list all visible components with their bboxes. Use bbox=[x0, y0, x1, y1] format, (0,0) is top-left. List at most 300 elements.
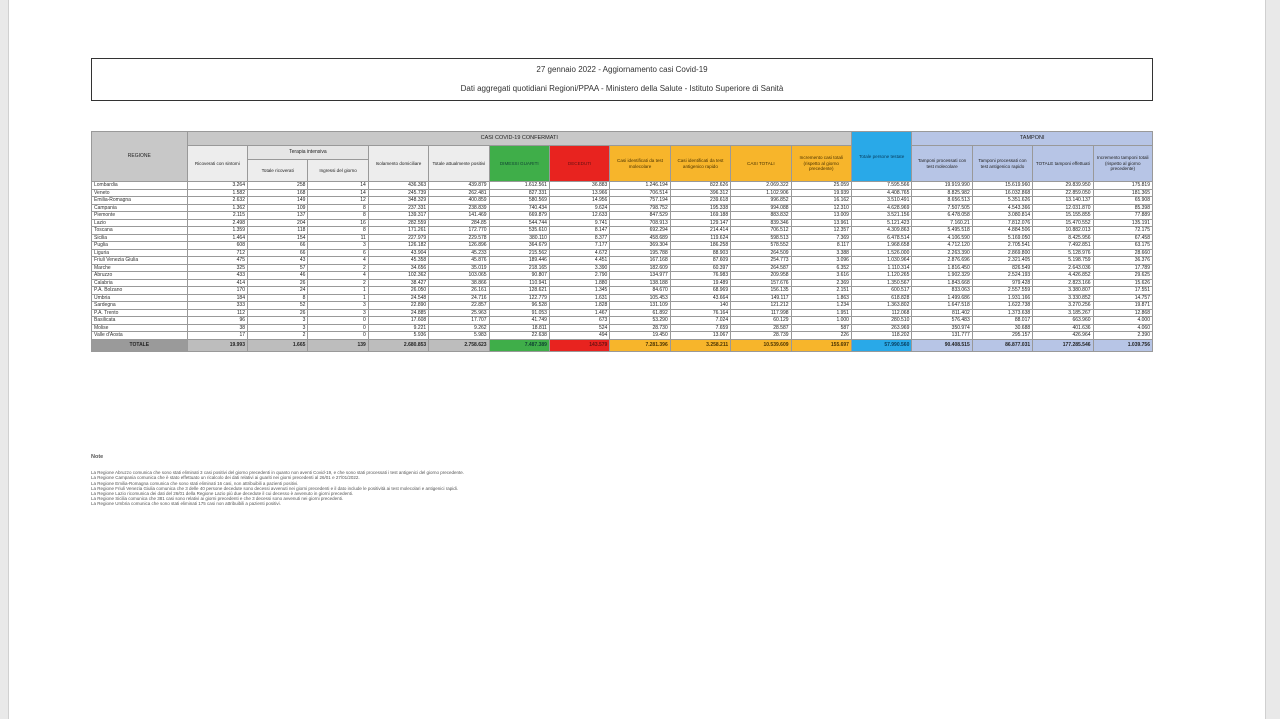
notes-title: Note bbox=[91, 454, 104, 460]
cell-value: 182.609 bbox=[610, 264, 670, 272]
cell-value: 3.264 bbox=[187, 182, 247, 190]
cell-value: 578.552 bbox=[731, 242, 791, 250]
cell-value: 706.512 bbox=[731, 227, 791, 235]
cell-value: 38.427 bbox=[368, 279, 428, 287]
cell-value: 16 bbox=[308, 219, 368, 227]
col-attualmente-positivi: Totale attualmente positivi bbox=[429, 146, 489, 182]
cell-value: 2.369 bbox=[791, 279, 851, 287]
cell-value: 706.514 bbox=[610, 189, 670, 197]
cell-value: 140 bbox=[670, 302, 730, 310]
report-subtitle: Dati aggregati quotidiani Regioni/PPAA - Ministero della Salute - Istituto Superiore di Sanità bbox=[460, 84, 784, 93]
cell-value: 3.390 bbox=[549, 264, 609, 272]
cell-value: 65.908 bbox=[1093, 197, 1152, 205]
cell-value: 53.290 bbox=[610, 317, 670, 325]
cell-value: 2 bbox=[248, 332, 308, 340]
cell-value: 22.859.050 bbox=[1033, 189, 1093, 197]
cell-value: 86.877.031 bbox=[972, 339, 1032, 351]
col-ingressi-giorno: Ingressi del giorno bbox=[308, 160, 368, 182]
cell-value: 1.359 bbox=[187, 227, 247, 235]
cell-value: 3.510.491 bbox=[851, 197, 911, 205]
cell-value: 24.716 bbox=[429, 294, 489, 302]
cell-value: 12.633 bbox=[549, 212, 609, 220]
cell-value: 3.616 bbox=[791, 272, 851, 280]
cell-value: 1.234 bbox=[791, 302, 851, 310]
table-row bbox=[92, 272, 1153, 280]
cell-regione: Valle d'Aosta bbox=[92, 332, 188, 340]
cell-value: 1 bbox=[308, 287, 368, 295]
cell-value: 284.85 bbox=[429, 219, 489, 227]
cell-value: 109 bbox=[248, 204, 308, 212]
cell-value: 847.529 bbox=[610, 212, 670, 220]
cell-value: 67.458 bbox=[1093, 234, 1152, 242]
cell-value: 218.165 bbox=[489, 264, 549, 272]
cell-value: 6.352 bbox=[791, 264, 851, 272]
cell-value: 96 bbox=[187, 317, 247, 325]
cell-value: 112.068 bbox=[851, 309, 911, 317]
cell-value: 396.312 bbox=[670, 189, 730, 197]
cell-value: 1.467 bbox=[549, 309, 609, 317]
note-line: La Regione Sicilia comunica che 381 casi sono relativi ai giorni precedenti e che 3 decessi sono avvenuti nei giorni precedenti. bbox=[91, 496, 344, 502]
table-row bbox=[92, 317, 1153, 325]
cell-value: 4.672 bbox=[549, 249, 609, 257]
cell-value: 110.941 bbox=[489, 279, 549, 287]
table-body bbox=[92, 182, 1153, 352]
cell-value: 134.977 bbox=[610, 272, 670, 280]
cell-regione: Puglia bbox=[92, 242, 188, 250]
cell-value: 8.656.513 bbox=[912, 197, 972, 205]
cell-value: 43.904 bbox=[368, 249, 428, 257]
cell-value: 9.741 bbox=[549, 219, 609, 227]
cell-value: 96.528 bbox=[489, 302, 549, 310]
cell-value: 6 bbox=[308, 249, 368, 257]
cell-value: 5.198.759 bbox=[1033, 257, 1093, 265]
cell-value: 28.739 bbox=[731, 332, 791, 340]
cell-value: 28.587 bbox=[731, 324, 791, 332]
cell-value: 608 bbox=[187, 242, 247, 250]
cell-value: 88.017 bbox=[972, 317, 1032, 325]
cell-value: 66 bbox=[248, 242, 308, 250]
cell-value: 13.966 bbox=[549, 189, 609, 197]
cell-value: 10.882.013 bbox=[1033, 227, 1093, 235]
cell-value: 126.896 bbox=[429, 242, 489, 250]
cell-value: 811.402 bbox=[912, 309, 972, 317]
cell-value: 1.030.964 bbox=[851, 257, 911, 265]
col-incremento-casi: Incremento casi totali (rispetto al giorno precedente) bbox=[791, 146, 851, 182]
table-row bbox=[92, 309, 1153, 317]
cell-value: 1.863 bbox=[791, 294, 851, 302]
cell-value: 8.117 bbox=[791, 242, 851, 250]
cell-value: 1.622.738 bbox=[972, 302, 1032, 310]
cell-value: 15.626 bbox=[1093, 279, 1152, 287]
cell-value: 17.789 bbox=[1093, 264, 1152, 272]
cell-value: 994.088 bbox=[731, 204, 791, 212]
cell-value: 4 bbox=[308, 272, 368, 280]
cell-value: 439.879 bbox=[429, 182, 489, 190]
cell-value: 5.351.626 bbox=[972, 197, 1032, 205]
cell-value: 118.202 bbox=[851, 332, 911, 340]
cell-value: 91.053 bbox=[489, 309, 549, 317]
cell-value: 996.852 bbox=[731, 197, 791, 205]
cell-value: 13.009 bbox=[791, 212, 851, 220]
cell-value: 43.664 bbox=[670, 294, 730, 302]
cell-value: 15.155.855 bbox=[1033, 212, 1093, 220]
cell-value: 90.408.515 bbox=[912, 339, 972, 351]
cell-value: 580.569 bbox=[489, 197, 549, 205]
cell-value: 149 bbox=[248, 197, 308, 205]
cell-value: 122.779 bbox=[489, 294, 549, 302]
cell-value: 436.363 bbox=[368, 182, 428, 190]
cell-value: 4.309.863 bbox=[851, 227, 911, 235]
cell-value: 14.956 bbox=[549, 197, 609, 205]
cell-value: 68.969 bbox=[670, 287, 730, 295]
cell-value: 135.191 bbox=[1093, 219, 1152, 227]
cell-value: 175.819 bbox=[1093, 182, 1152, 190]
cell-value: 369.304 bbox=[610, 242, 670, 250]
cell-value: 2 bbox=[308, 264, 368, 272]
cell-value: 4.712.120 bbox=[912, 242, 972, 250]
cell-value: 4.060 bbox=[1093, 324, 1152, 332]
table-row bbox=[92, 204, 1153, 212]
cell-value: 26.050 bbox=[368, 287, 428, 295]
table-row bbox=[92, 287, 1153, 295]
cell-regione: Toscana bbox=[92, 227, 188, 235]
cell-value: 1.931.166 bbox=[972, 294, 1032, 302]
cell-value: 822.626 bbox=[670, 182, 730, 190]
cell-value: 8 bbox=[308, 227, 368, 235]
cell-value: 712 bbox=[187, 249, 247, 257]
cell-value: 7.492.851 bbox=[1033, 242, 1093, 250]
cell-value: 141.469 bbox=[429, 212, 489, 220]
cell-value: 7.281.396 bbox=[610, 339, 670, 351]
cell-value: 669.879 bbox=[489, 212, 549, 220]
cell-value: 19.450 bbox=[610, 332, 670, 340]
note-line: La Regione Friuli Venezia Giulia comunica che 3 delle 40 persone decedute sono decessi avvenuti nei giorni precedenti e il dato include le positività ai test molecolari e antigenici rapidi. bbox=[91, 485, 458, 491]
cell-value: 4.628.969 bbox=[851, 204, 911, 212]
cell-value: 2.321.405 bbox=[972, 257, 1032, 265]
report-title-box bbox=[91, 58, 1153, 101]
cell-value: 1.647.518 bbox=[912, 302, 972, 310]
cell-value: 1.828 bbox=[549, 302, 609, 310]
cell-value: 22.857 bbox=[429, 302, 489, 310]
cell-value: 258 bbox=[248, 182, 308, 190]
report-title: 27 gennaio 2022 - Aggiornamento casi Covid-19 bbox=[536, 65, 708, 74]
cell-value: 3.185.267 bbox=[1033, 309, 1093, 317]
cell-value: 2.557.559 bbox=[972, 287, 1032, 295]
cell-value: 45.358 bbox=[368, 257, 428, 265]
cell-value: 10.539.609 bbox=[731, 339, 791, 351]
col-regione: REGIONE bbox=[92, 132, 188, 182]
table-row bbox=[92, 242, 1153, 250]
cell-value: 3.080.814 bbox=[972, 212, 1032, 220]
cell-value: 13.140.137 bbox=[1033, 197, 1093, 205]
cell-value: 7.160.21 bbox=[912, 219, 972, 227]
cell-value: 184 bbox=[187, 294, 247, 302]
cell-value: 1.612.561 bbox=[489, 182, 549, 190]
cell-value: 34.656 bbox=[368, 264, 428, 272]
cell-value: 66 bbox=[248, 249, 308, 257]
cell-value: 6.478.058 bbox=[912, 212, 972, 220]
cell-value: 3.270.256 bbox=[1033, 302, 1093, 310]
cell-regione: Campania bbox=[92, 204, 188, 212]
cell-value: 4.106.590 bbox=[912, 234, 972, 242]
col-deceduti: DECEDUTI bbox=[549, 146, 609, 182]
cell-value: 14 bbox=[308, 182, 368, 190]
cell-value: 0 bbox=[308, 332, 368, 340]
cell-value: 16.032.868 bbox=[972, 189, 1032, 197]
cell-value: 157.676 bbox=[731, 279, 791, 287]
cell-value: 14.757 bbox=[1093, 294, 1152, 302]
cell-value: 26 bbox=[248, 309, 308, 317]
cell-value: 663.960 bbox=[1033, 317, 1093, 325]
cell-value: 8.825.982 bbox=[912, 189, 972, 197]
cell-value: 2.263.390 bbox=[912, 249, 972, 257]
cell-value: 826.549 bbox=[972, 264, 1032, 272]
table-row bbox=[92, 227, 1153, 235]
cell-value: 8 bbox=[308, 212, 368, 220]
cell-value: 36.376 bbox=[1093, 257, 1152, 265]
cell-value: 7.177 bbox=[549, 242, 609, 250]
cell-value: 18.811 bbox=[489, 324, 549, 332]
cell-value: 22.638 bbox=[489, 332, 549, 340]
cell-value: 60.129 bbox=[731, 317, 791, 325]
cell-value: 6.478.514 bbox=[851, 234, 911, 242]
cell-regione: Lazio bbox=[92, 219, 188, 227]
cell-value: 8 bbox=[308, 204, 368, 212]
table-row bbox=[92, 212, 1153, 220]
cell-value: 12.310 bbox=[791, 204, 851, 212]
cell-value: 29.625 bbox=[1093, 272, 1152, 280]
cell-value: 3 bbox=[248, 324, 308, 332]
cell-regione: Molise bbox=[92, 324, 188, 332]
cell-value: 5.983 bbox=[429, 332, 489, 340]
cell-value: 333 bbox=[187, 302, 247, 310]
cell-value: 14 bbox=[308, 189, 368, 197]
col-tamponi-antigenico: Tamponi processati con test antigenico rapido bbox=[972, 146, 1032, 182]
cell-value: 15.470.552 bbox=[1033, 219, 1093, 227]
cell-value: 19.919.990 bbox=[912, 182, 972, 190]
cell-value: 61.892 bbox=[610, 309, 670, 317]
cell-value: 295.157 bbox=[972, 332, 1032, 340]
table-row bbox=[92, 279, 1153, 287]
table-row bbox=[92, 234, 1153, 242]
cell-value: 2.115 bbox=[187, 212, 247, 220]
cell-value: 45.876 bbox=[429, 257, 489, 265]
cell-value: 3.388 bbox=[791, 249, 851, 257]
cell-value: 245.739 bbox=[368, 189, 428, 197]
cell-value: 19.939 bbox=[791, 189, 851, 197]
notes-list bbox=[91, 470, 1153, 506]
cell-value: 1.120.265 bbox=[851, 272, 911, 280]
cell-value: 154 bbox=[248, 234, 308, 242]
cell-value: 2.680.853 bbox=[368, 339, 428, 351]
cell-value: 3.521.156 bbox=[851, 212, 911, 220]
cell-value: 494 bbox=[549, 332, 609, 340]
cell-value: 26.161 bbox=[429, 287, 489, 295]
cell-value: 4.451 bbox=[549, 257, 609, 265]
cell-value: 24 bbox=[248, 287, 308, 295]
cell-value: 129.147 bbox=[670, 219, 730, 227]
cell-value: 2.823.166 bbox=[1033, 279, 1093, 287]
cell-value: 12 bbox=[308, 197, 368, 205]
cell-value: 177.285.546 bbox=[1033, 339, 1093, 351]
cell-value: 5.936 bbox=[368, 332, 428, 340]
cell-regione: P.A. Bolzano bbox=[92, 287, 188, 295]
cell-value: 1.816.450 bbox=[912, 264, 972, 272]
cell-value: 119.624 bbox=[670, 234, 730, 242]
note-line: La Regione Campania comunica che è stato effettuato un ricalcolo dei dati relativi ai guariti nei giorni precedenti al 26/01 e 27/01/2022. bbox=[91, 475, 360, 481]
cell-value: 1.582 bbox=[187, 189, 247, 197]
cell-value: 262.481 bbox=[429, 189, 489, 197]
cell-regione: Calabria bbox=[92, 279, 188, 287]
cell-regione: Piemonte bbox=[92, 212, 188, 220]
cell-value: 1.665 bbox=[248, 339, 308, 351]
cell-value: 1 bbox=[308, 294, 368, 302]
cell-value: 3 bbox=[308, 309, 368, 317]
cell-value: 7.507.505 bbox=[912, 204, 972, 212]
cell-value: 7.812.076 bbox=[972, 219, 1032, 227]
cell-regione: P.A. Trento bbox=[92, 309, 188, 317]
cell-value: 84.670 bbox=[610, 287, 670, 295]
cell-regione: Basilicata bbox=[92, 317, 188, 325]
cell-value: 282.559 bbox=[368, 219, 428, 227]
cell-value: 171.261 bbox=[368, 227, 428, 235]
cell-value: 2.632 bbox=[187, 197, 247, 205]
cell-value: 239.618 bbox=[670, 197, 730, 205]
cell-value: 204 bbox=[248, 219, 308, 227]
cell-value: 35.019 bbox=[429, 264, 489, 272]
cell-value: 264.587 bbox=[731, 264, 791, 272]
cell-value: 57.990.560 bbox=[851, 339, 911, 351]
cell-value: 1.102.906 bbox=[731, 189, 791, 197]
cell-value: 8.147 bbox=[549, 227, 609, 235]
cell-regione: Abruzzo bbox=[92, 272, 188, 280]
table-row bbox=[92, 219, 1153, 227]
cell-value: 103.065 bbox=[429, 272, 489, 280]
cell-value: 16.162 bbox=[791, 197, 851, 205]
note-line: La Regione Emilia-Romagna comunica che sono stati eliminati 16 casi, non attribuibili a pazienti positivi. bbox=[91, 480, 299, 486]
cell-value: 72.175 bbox=[1093, 227, 1152, 235]
cell-value: 3.096 bbox=[791, 257, 851, 265]
cell-value: 2.498 bbox=[187, 219, 247, 227]
cell-value: 2.151 bbox=[791, 287, 851, 295]
cell-value: 757.194 bbox=[610, 197, 670, 205]
cell-value: 26 bbox=[248, 279, 308, 287]
cell-value: 168 bbox=[248, 189, 308, 197]
cell-value: 5.495.518 bbox=[912, 227, 972, 235]
cell-value: 139 bbox=[308, 339, 368, 351]
table-row bbox=[92, 182, 1153, 190]
col-incremento-tamponi: Incremento tamponi totali (rispetto al giorno precedente) bbox=[1093, 146, 1152, 182]
cell-value: 827.331 bbox=[489, 189, 549, 197]
group-ti-header: Terapia intensiva bbox=[248, 146, 369, 160]
cell-value: 7.369 bbox=[791, 234, 851, 242]
cell-value: 1.951 bbox=[791, 309, 851, 317]
cell-value: 28.730 bbox=[610, 324, 670, 332]
cell-value: 264.509 bbox=[731, 249, 791, 257]
cell-value: 673 bbox=[549, 317, 609, 325]
col-casi-totali: CASI TOTALI bbox=[731, 146, 791, 182]
cell-regione: Friuli Venezia Giulia bbox=[92, 257, 188, 265]
cell-value: 4.884.506 bbox=[972, 227, 1032, 235]
document-page bbox=[8, 0, 1266, 719]
cell-value: 8 bbox=[248, 294, 308, 302]
cell-value: 618.828 bbox=[851, 294, 911, 302]
cell-value: 121.212 bbox=[731, 302, 791, 310]
cell-value: 17.608 bbox=[368, 317, 428, 325]
cell-value: 11 bbox=[308, 234, 368, 242]
cell-value: 63.175 bbox=[1093, 242, 1152, 250]
cell-value: 143.579 bbox=[549, 339, 609, 351]
table-row bbox=[92, 302, 1153, 310]
cell-regione: Emilia-Romagna bbox=[92, 197, 188, 205]
cell-value: 2.869.800 bbox=[972, 249, 1032, 257]
cell-value: 128.621 bbox=[489, 287, 549, 295]
cell-value: 118 bbox=[248, 227, 308, 235]
col-totale-ricoverati: Totale ricoverati bbox=[248, 160, 308, 182]
cell-value: 3.380.807 bbox=[1033, 287, 1093, 295]
cell-value: 238.839 bbox=[429, 204, 489, 212]
cell-value: 189.446 bbox=[489, 257, 549, 265]
cell-value: 52 bbox=[248, 302, 308, 310]
cell-value: 1.362 bbox=[187, 204, 247, 212]
cell-value: 535.610 bbox=[489, 227, 549, 235]
cell-value: 9.262 bbox=[429, 324, 489, 332]
cell-value: 979.428 bbox=[972, 279, 1032, 287]
col-isolamento: Isolamento domiciliare bbox=[368, 146, 428, 182]
cell-value: 17.707 bbox=[429, 317, 489, 325]
cell-value: 19.871 bbox=[1093, 302, 1152, 310]
cell-value: 1.110.314 bbox=[851, 264, 911, 272]
cell-value: 9.624 bbox=[549, 204, 609, 212]
cell-value: 87.609 bbox=[670, 257, 730, 265]
table-row bbox=[92, 264, 1153, 272]
cell-value: 36.883 bbox=[549, 182, 609, 190]
cell-value: 4.408.765 bbox=[851, 189, 911, 197]
cell-value: 57 bbox=[248, 264, 308, 272]
cell-value: 24.885 bbox=[368, 309, 428, 317]
cell-value: 88.903 bbox=[670, 249, 730, 257]
cell-value: 41.749 bbox=[489, 317, 549, 325]
cell-regione: Sardegna bbox=[92, 302, 188, 310]
cell-value: 400.859 bbox=[429, 197, 489, 205]
cell-value: 1.499.686 bbox=[912, 294, 972, 302]
cell-value: 131.109 bbox=[610, 302, 670, 310]
cell-value: 0 bbox=[308, 317, 368, 325]
cell-value: 1.968.658 bbox=[851, 242, 911, 250]
cell-value: 1.631 bbox=[549, 294, 609, 302]
cell-value: 587 bbox=[791, 324, 851, 332]
cell-value: 90.807 bbox=[489, 272, 549, 280]
cell-value: 43 bbox=[248, 257, 308, 265]
cell-value: 458.689 bbox=[610, 234, 670, 242]
cell-value: 5.169.050 bbox=[972, 234, 1032, 242]
cell-value: 38 bbox=[187, 324, 247, 332]
cell-value: 1.843.668 bbox=[912, 279, 972, 287]
cell-value: 45.233 bbox=[429, 249, 489, 257]
cell-value: 401.636 bbox=[1033, 324, 1093, 332]
cell-value: 740.434 bbox=[489, 204, 549, 212]
cell-value: 4 bbox=[308, 257, 368, 265]
cell-value: 5.121.423 bbox=[851, 219, 911, 227]
cell-value: 85.398 bbox=[1093, 204, 1152, 212]
cell-value: 209.958 bbox=[731, 272, 791, 280]
cell-value: 263.969 bbox=[851, 324, 911, 332]
note-line: La Regione Umbria comunica che sono stati eliminati 175 casi non attribuibili a pazienti positivi. bbox=[91, 501, 281, 507]
cell-value: 2.390 bbox=[1093, 332, 1152, 340]
cell-value: 544.744 bbox=[489, 219, 549, 227]
cell-value: 13.961 bbox=[791, 219, 851, 227]
cell-value: 883.832 bbox=[731, 212, 791, 220]
